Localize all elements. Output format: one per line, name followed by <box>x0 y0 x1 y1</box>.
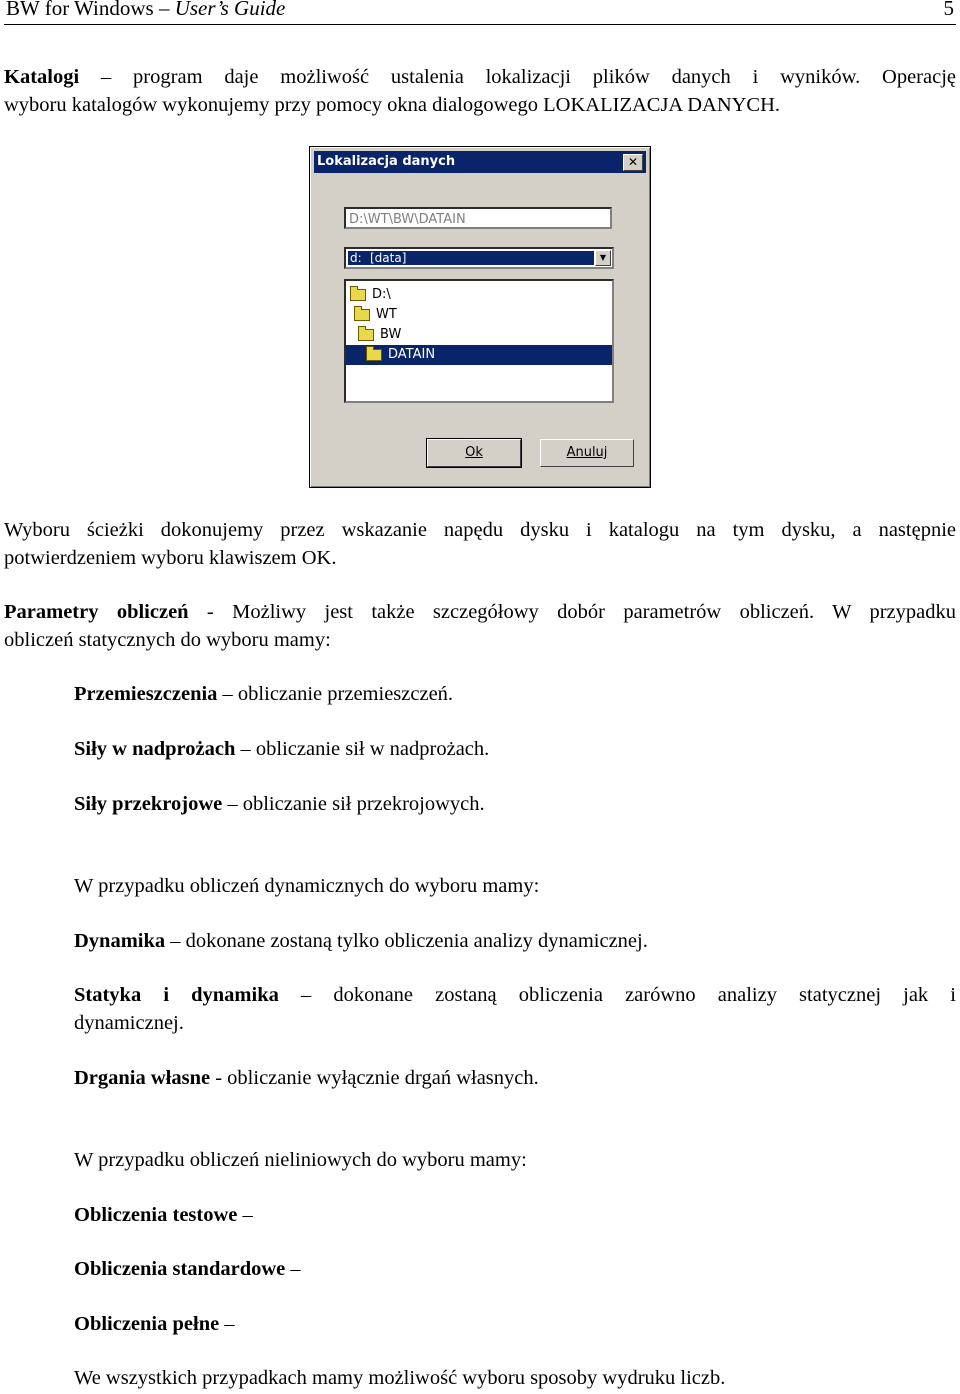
drive-selected <box>348 251 594 265</box>
chevron-down-icon[interactable]: ▼ <box>595 250 611 266</box>
tree-item-datain[interactable]: DATAIN <box>346 345 612 365</box>
tree-item-drive[interactable]: D:\ <box>350 285 391 305</box>
location-dialog <box>309 146 651 488</box>
nonlinear-item: Obliczenia testowe – <box>74 1204 253 1226</box>
static-item: Przemieszczenia – obliczanie przemieszczeń. <box>74 683 454 705</box>
folder-open-icon <box>350 289 366 301</box>
dynamic-item: Drgania własne - obliczanie wyłącznie drgań własnych. <box>74 1067 539 1089</box>
cancel-button[interactable]: Anuluj <box>540 439 634 467</box>
header-title: BW for Windows – User’s Guide <box>6 0 286 20</box>
params-line1: Parametry obliczeń - Możliwy jest także szczegółowy dobór parametrów obliczeń. W przypadku <box>4 601 956 623</box>
tree-item-wt[interactable]: WT <box>354 305 397 325</box>
intro-line2: wyboru katalogów wykonujemy przy pomocy okna dialogowego LOKALIZACJA DANYCH. <box>4 94 781 116</box>
folder-open-icon <box>354 309 370 321</box>
dynamic-item-cont: dynamicznej. <box>74 1012 184 1034</box>
static-item: Siły w nadprożach – obliczanie sił w nadprożach. <box>74 738 490 760</box>
drive-label: [data] <box>370 251 407 265</box>
intro-line1: Katalogi – program daje możliwość ustalenia lokalizacji plików danych i wyników. Operację <box>4 66 956 88</box>
nonlinear-item: Obliczenia standardowe – <box>74 1258 301 1280</box>
nonlinear-item: Obliczenia pełne – <box>74 1313 235 1335</box>
dynamic-intro: W przypadku obliczeń dynamicznych do wyboru mamy: <box>74 875 540 897</box>
closing-text: We wszystkich przypadkach mamy możliwość wyboru sposoby wydruku liczb. <box>74 1367 726 1389</box>
params-line2: obliczeń statycznych do wyboru mamy: <box>4 629 331 651</box>
tree-item-bw[interactable]: BW <box>358 325 401 345</box>
folder-open-icon <box>366 349 382 361</box>
dynamic-item: Dynamika – dokonane zostaną tylko obliczenia analizy dynamicznej. <box>74 930 648 952</box>
dynamic-item: Statyka i dynamika – dokonane zostaną obliczenia zarówno analizy statycznej jak i <box>74 984 956 1006</box>
ok-button[interactable]: Ok <box>427 439 521 467</box>
folder-open-icon <box>358 329 374 341</box>
static-item: Siły przekrojowe – obliczanie sił przekrojowych. <box>74 793 485 815</box>
drive-select[interactable] <box>344 247 614 269</box>
path-para-line2: potwierdzeniem wyboru klawiszem OK. <box>4 547 337 569</box>
path-field[interactable]: D:\WT\BW\DATAIN <box>344 207 612 229</box>
page-number: 5 <box>943 0 954 20</box>
page-header <box>4 0 956 25</box>
folder-tree[interactable] <box>344 279 614 403</box>
path-para-line1: Wyboru ścieżki dokonujemy przez wskazanie napędu dysku i katalogu na tym dysku, a następnie <box>4 519 956 541</box>
dialog-titlebar <box>314 151 646 173</box>
nonlinear-intro: W przypadku obliczeń nieliniowych do wyboru mamy: <box>74 1149 527 1171</box>
drive-prefix: d: <box>350 251 362 265</box>
dialog-title: Lokalizacja danych <box>317 154 456 169</box>
close-icon[interactable]: ✕ <box>623 154 643 171</box>
